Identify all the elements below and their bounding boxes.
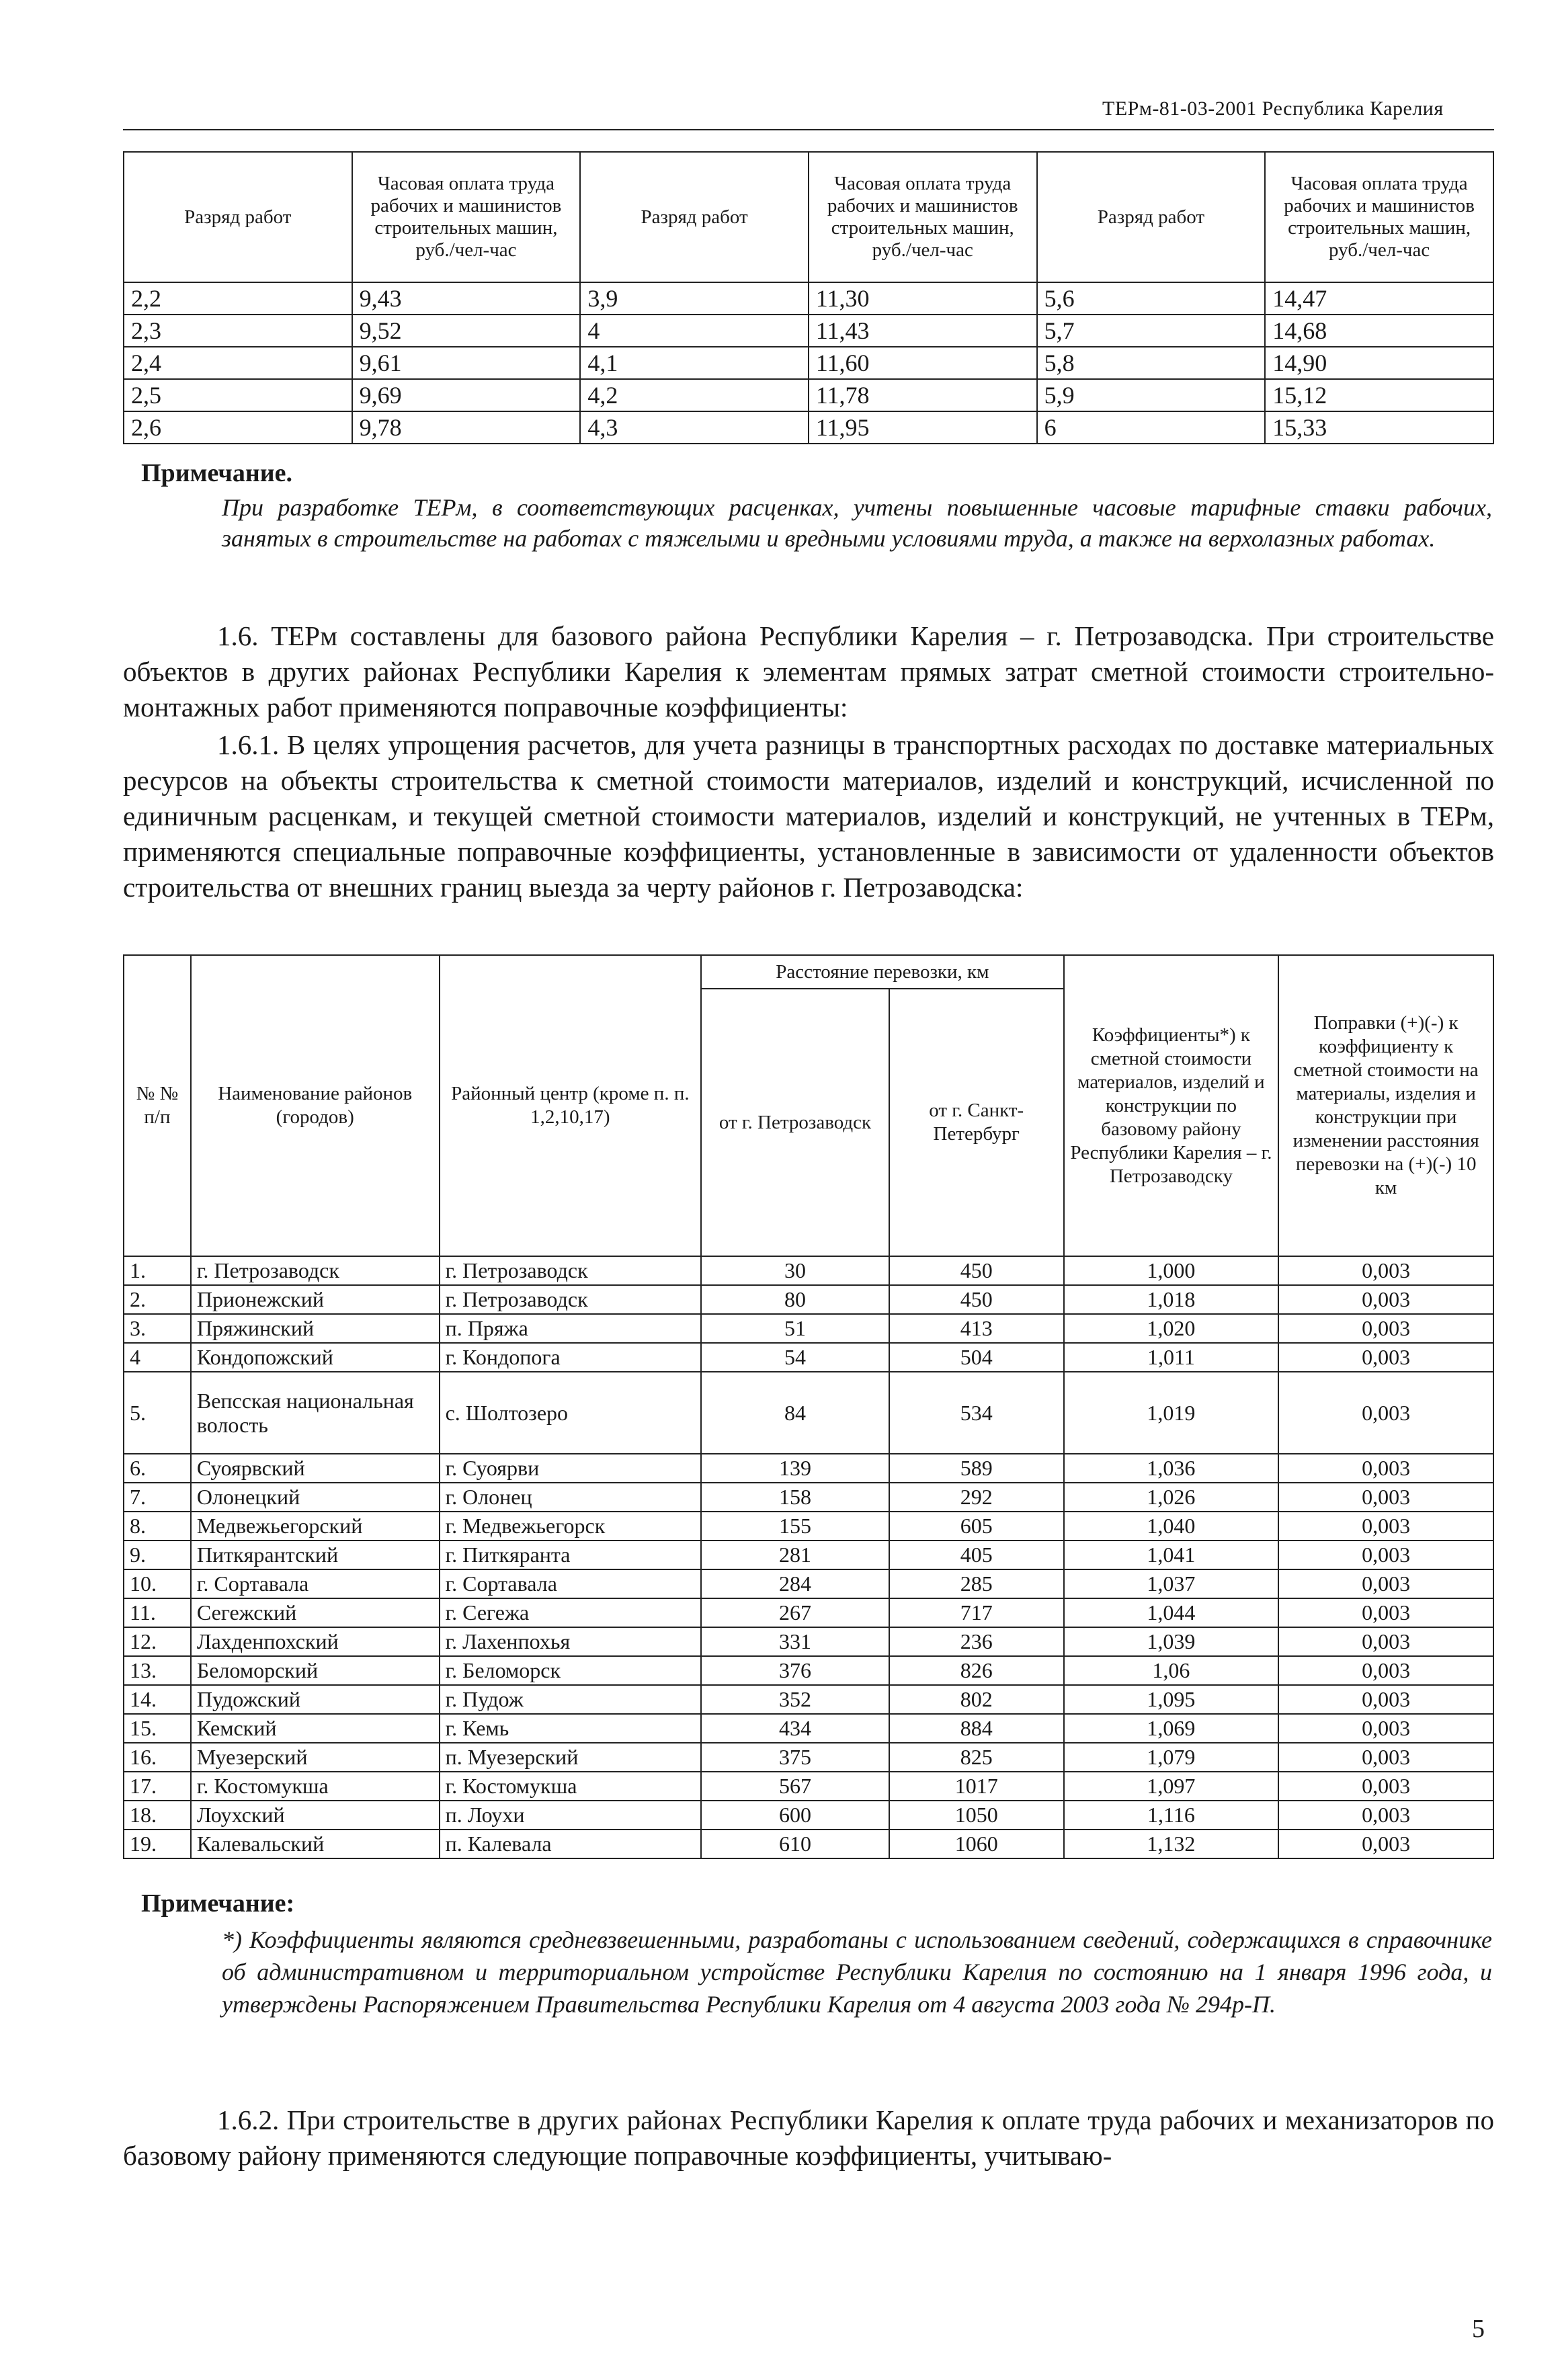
table-row [124,1454,1493,1483]
district-center: п. Калевала [440,1830,702,1858]
distance-petrozavodsk: 375 [701,1743,889,1772]
row-num: 5. [124,1372,191,1454]
row-num: 3. [124,1314,191,1343]
wage-cell: 2,3 [124,315,352,347]
table-row [124,1314,1493,1343]
header-distance-group: Расстояние перевозки, км [701,955,1063,989]
district-center: п. Муезерский [440,1743,702,1772]
table-row [124,347,1493,379]
table-row [124,1372,1493,1454]
wage-cell: 4,2 [580,379,809,411]
correction: 0,003 [1278,1541,1493,1569]
coefficient: 1,06 [1064,1656,1279,1685]
wage-cell: 11,78 [809,379,1037,411]
coefficient: 1,079 [1064,1743,1279,1772]
distance-spb: 589 [889,1454,1064,1483]
district-name: Медвежьегорский [191,1512,440,1541]
district-name: г. Костомукша [191,1772,440,1801]
distance-petrozavodsk: 51 [701,1314,889,1343]
wage-cell: 9,69 [352,379,581,411]
correction: 0,003 [1278,1743,1493,1772]
district-center: п. Пряжа [440,1314,702,1343]
row-num: 14. [124,1685,191,1714]
row-num: 16. [124,1743,191,1772]
distance-spb: 236 [889,1627,1064,1656]
correction: 0,003 [1278,1627,1493,1656]
table-row [124,1772,1493,1801]
district-table-header-row-1 [124,955,1493,989]
district-name: Кемский [191,1714,440,1743]
distance-petrozavodsk: 331 [701,1627,889,1656]
header-from-petrozavodsk: от г. Петрозаводск [701,989,889,1256]
district-name: г. Петрозаводск [191,1256,440,1285]
table-row [124,315,1493,347]
wage-header-rate-1: Часовая оплата труда рабочих и машинистов строительных машин, руб./чел-час [352,152,581,282]
distance-spb: 292 [889,1483,1064,1512]
distance-petrozavodsk: 567 [701,1772,889,1801]
coefficient: 1,019 [1064,1372,1279,1454]
coefficient: 1,036 [1064,1454,1279,1483]
wage-cell: 6 [1037,411,1266,444]
header-rule [123,129,1494,130]
district-center: г. Кондопога [440,1343,702,1372]
table-row [124,1598,1493,1627]
district-center: г. Питкяранта [440,1541,702,1569]
correction: 0,003 [1278,1598,1493,1627]
district-name: г. Сортавала [191,1569,440,1598]
table-row [124,1656,1493,1685]
distance-spb: 605 [889,1512,1064,1541]
page-number: 5 [1472,2315,1485,2343]
coefficient: 1,041 [1064,1541,1279,1569]
row-num: 12. [124,1627,191,1656]
distance-petrozavodsk: 30 [701,1256,889,1285]
row-num: 7. [124,1483,191,1512]
wage-cell: 2,6 [124,411,352,444]
district-name: Сегежский [191,1598,440,1627]
coefficient: 1,116 [1064,1801,1279,1830]
correction: 0,003 [1278,1512,1493,1541]
wage-cell: 5,7 [1037,315,1266,347]
wage-table-header-row [124,152,1493,282]
paragraph-1-6-1: 1.6.1. В целях упрощения расчетов, для учета разницы в транспортных расходах по доставке материальных ресурсов на объекты строительства к сметной стоимости материалов, изделий и конструкций, исчисленной по единичным расценкам, и текущей сметной стоимости материалов, изделий и конструкций, не учтенных в ТЕРм, применяются специальные поправочные коэффициенты, установленные в зависимости от удаленности объектов строительства от внешних границ выезда за черту районов г. Петрозаводска: [123,729,1494,903]
district-name: Лахденпохский [191,1627,440,1656]
wage-cell: 9,52 [352,315,581,347]
coefficient: 1,040 [1064,1512,1279,1541]
correction: 0,003 [1278,1714,1493,1743]
row-num: 9. [124,1541,191,1569]
district-center: п. Лоухи [440,1801,702,1830]
table-row [124,1627,1493,1656]
row-num: 2. [124,1285,191,1314]
district-center: г. Олонец [440,1483,702,1512]
wage-cell: 15,12 [1265,379,1493,411]
coefficient: 1,026 [1064,1483,1279,1512]
correction: 0,003 [1278,1830,1493,1858]
distance-spb: 1060 [889,1830,1064,1858]
distance-spb: 884 [889,1714,1064,1743]
wage-cell: 11,43 [809,315,1037,347]
header-from-spb: от г. Санкт-Петербург [889,989,1064,1256]
row-num: 19. [124,1830,191,1858]
coefficient: 1,097 [1064,1772,1279,1801]
distance-spb: 413 [889,1314,1064,1343]
header-center: Районный центр (кроме п. п. 1,2,10,17) [440,955,702,1256]
correction: 0,003 [1278,1569,1493,1598]
paragraph-1-6: 1.6. ТЕРм составлены для базового района Республики Карелия – г. Петрозаводска. При строительстве объектов в других районах Республики Карелия к элементам прямых затрат сметной стоимости строительно-монтажных работ применяются поправочные коэффициенты: [123,620,1494,723]
correction: 0,003 [1278,1256,1493,1285]
district-name: Беломорский [191,1656,440,1685]
distance-petrozavodsk: 158 [701,1483,889,1512]
distance-spb: 534 [889,1372,1064,1454]
coefficient: 1,039 [1064,1627,1279,1656]
table-row [124,1801,1493,1830]
correction: 0,003 [1278,1483,1493,1512]
correction: 0,003 [1278,1372,1493,1454]
header-correction: Поправки (+)(-) к коэффициенту к сметной стоимости на материалы, изделия и конструкции при изменении расстояния перевозки на (+)(-) 10 км [1278,955,1493,1256]
wage-cell: 9,61 [352,347,581,379]
distance-spb: 405 [889,1541,1064,1569]
running-header: ТЕРм-81-03-2001 Республика Карелия [1102,97,1444,120]
distance-spb: 717 [889,1598,1064,1627]
district-name: Прионежский [191,1285,440,1314]
district-center: г. Петрозаводск [440,1256,702,1285]
wage-cell: 9,43 [352,282,581,315]
district-center: г. Лахенпохья [440,1627,702,1656]
row-num: 11. [124,1598,191,1627]
note-text: При разработке ТЕРм, в соответствующих расценках, учтены повышенные часовые тарифные ставки рабочих, занятых в строительстве на работах с тяжелыми и вредными условиями труда, а также на верхолазных работах. [222,494,1492,552]
district-center: г. Медвежьегорск [440,1512,702,1541]
table-row [124,1714,1493,1743]
district-center: г. Петрозаводск [440,1285,702,1314]
distance-petrozavodsk: 376 [701,1656,889,1685]
district-name: Суоярвский [191,1454,440,1483]
header-coefficient: Коэффициенты*) к сметной стоимости материалов, изделий и конструкции по базовому району Республики Карелия – г. Петрозаводску [1064,955,1279,1256]
table-row [124,1343,1493,1372]
distance-petrozavodsk: 139 [701,1454,889,1483]
header-num: № № п/п [124,955,191,1256]
wage-cell: 5,8 [1037,347,1266,379]
distance-petrozavodsk: 54 [701,1343,889,1372]
coefficient: 1,132 [1064,1830,1279,1858]
district-name: Калевальский [191,1830,440,1858]
correction: 0,003 [1278,1685,1493,1714]
wage-header-rate-2: Часовая оплата труда рабочих и машинистов строительных машин, руб./чел-час [809,152,1037,282]
note-text-2: *) Коэффициенты являются средневзвешенными, разработаны с использованием сведений, содержащихся в справочнике об административном и территориальном устройстве Республики Карелия по состоянию на 1 января 1996 года, и утверждены Распоряжением Правительства Республики Карелия от 4 августа 2003 года № 294р-П. [222,1926,1492,2018]
distance-petrozavodsk: 155 [701,1512,889,1541]
wage-cell: 2,2 [124,282,352,315]
table-row [124,411,1493,444]
distance-spb: 1050 [889,1801,1064,1830]
row-num: 18. [124,1801,191,1830]
coefficient: 1,018 [1064,1285,1279,1314]
distance-petrozavodsk: 84 [701,1372,889,1454]
correction: 0,003 [1278,1801,1493,1830]
coefficient: 1,095 [1064,1685,1279,1714]
wage-cell: 4 [580,315,809,347]
coefficient: 1,037 [1064,1569,1279,1598]
district-name: Пудожский [191,1685,440,1714]
district-name: Олонецкий [191,1483,440,1512]
distance-petrozavodsk: 284 [701,1569,889,1598]
district-center: г. Беломорск [440,1656,702,1685]
paragraph-1-6-2: 1.6.2. При строительстве в других районах Республики Карелия к оплате труда рабочих и механизаторов по базовому району применяются следующие поправочные коэффициенты, учитываю- [123,2104,1494,2171]
wage-cell: 9,78 [352,411,581,444]
table-row [124,1569,1493,1598]
wage-cell: 5,9 [1037,379,1266,411]
wage-cell: 11,30 [809,282,1037,315]
distance-petrozavodsk: 434 [701,1714,889,1743]
district-table-body [124,1256,1493,1858]
wage-cell: 2,4 [124,347,352,379]
row-num: 15. [124,1714,191,1743]
distance-spb: 1017 [889,1772,1064,1801]
wage-cell: 2,5 [124,379,352,411]
wage-cell: 14,90 [1265,347,1493,379]
district-center: г. Сортавала [440,1569,702,1598]
district-name: Лоухский [191,1801,440,1830]
table-row [124,1830,1493,1858]
table-row [124,1483,1493,1512]
row-num: 4 [124,1343,191,1372]
wage-cell: 14,47 [1265,282,1493,315]
distance-spb: 825 [889,1743,1064,1772]
row-num: 1. [124,1256,191,1285]
wage-header-grade-2: Разряд работ [580,152,809,282]
wage-cell: 11,60 [809,347,1037,379]
correction: 0,003 [1278,1656,1493,1685]
distance-spb: 285 [889,1569,1064,1598]
district-center: г. Пудож [440,1685,702,1714]
wage-cell: 11,95 [809,411,1037,444]
coefficient: 1,011 [1064,1343,1279,1372]
correction: 0,003 [1278,1454,1493,1483]
district-name: Пряжинский [191,1314,440,1343]
distance-petrozavodsk: 281 [701,1541,889,1569]
coefficient: 1,020 [1064,1314,1279,1343]
table-row [124,1685,1493,1714]
wage-cell: 4,3 [580,411,809,444]
row-num: 10. [124,1569,191,1598]
distance-spb: 450 [889,1256,1064,1285]
district-name: Вепсская национальная волость [191,1372,440,1454]
district-center: г. Костомукша [440,1772,702,1801]
distance-spb: 450 [889,1285,1064,1314]
distance-petrozavodsk: 80 [701,1285,889,1314]
table-row [124,1256,1493,1285]
wage-cell: 4,1 [580,347,809,379]
row-num: 13. [124,1656,191,1685]
wage-header-grade-3: Разряд работ [1037,152,1266,282]
row-num: 8. [124,1512,191,1541]
row-num: 17. [124,1772,191,1801]
wage-cell: 3,9 [580,282,809,315]
coefficient: 1,000 [1064,1256,1279,1285]
table-row [124,1743,1493,1772]
wage-header-rate-3: Часовая оплата труда рабочих и машинистов строительных машин, руб./чел-час [1265,152,1493,282]
note-title: Примечание. [141,459,292,487]
coefficient: 1,069 [1064,1714,1279,1743]
wage-cell: 5,6 [1037,282,1266,315]
correction: 0,003 [1278,1772,1493,1801]
distance-petrozavodsk: 600 [701,1801,889,1830]
table-row [124,1541,1493,1569]
distance-petrozavodsk: 267 [701,1598,889,1627]
district-center: г. Суоярви [440,1454,702,1483]
table-row [124,379,1493,411]
wage-header-grade-1: Разряд работ [124,152,352,282]
coefficient: 1,044 [1064,1598,1279,1627]
distance-petrozavodsk: 352 [701,1685,889,1714]
table-row [124,1285,1493,1314]
correction: 0,003 [1278,1285,1493,1314]
note-title-2: Примечание: [141,1889,295,1918]
district-name: Кондопожский [191,1343,440,1372]
district-coefficients-table [123,954,1494,1859]
distance-petrozavodsk: 610 [701,1830,889,1858]
table-row [124,1512,1493,1541]
row-num: 6. [124,1454,191,1483]
table-row [124,282,1493,315]
correction: 0,003 [1278,1343,1493,1372]
district-center: г. Сегежа [440,1598,702,1627]
district-center: г. Кемь [440,1714,702,1743]
distance-spb: 504 [889,1343,1064,1372]
district-name: Муезерский [191,1743,440,1772]
wage-cell: 14,68 [1265,315,1493,347]
wage-rate-table [123,151,1494,444]
district-center: с. Шолтозеро [440,1372,702,1454]
distance-spb: 802 [889,1685,1064,1714]
distance-spb: 826 [889,1656,1064,1685]
wage-cell: 15,33 [1265,411,1493,444]
district-name: Питкярантский [191,1541,440,1569]
header-district: Наименование районов (городов) [191,955,440,1256]
correction: 0,003 [1278,1314,1493,1343]
